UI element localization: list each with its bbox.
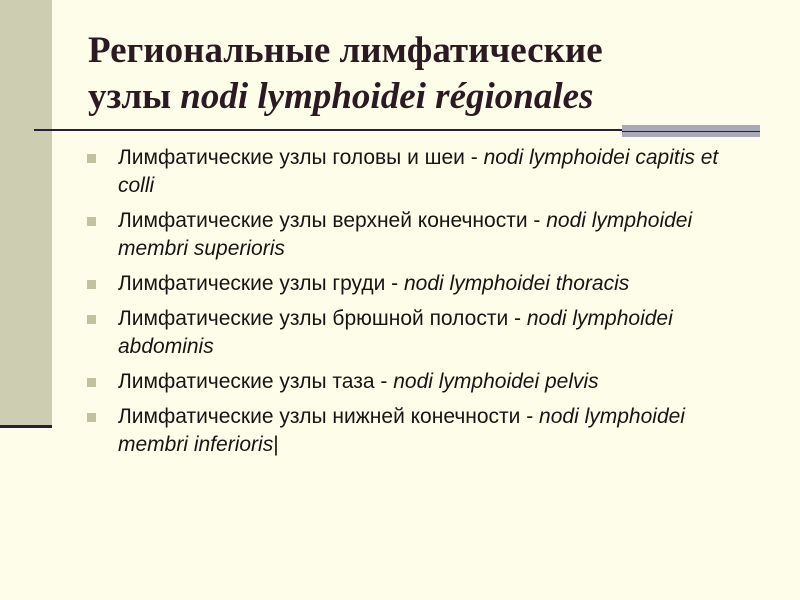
square-bullet-icon <box>87 217 96 226</box>
bullet-item-lower-limb[interactable] <box>84 403 744 459</box>
bullet-text-ru: Лимфатические узлы брюшной полости - <box>118 307 527 330</box>
square-bullet-icon <box>87 378 96 387</box>
bullet-list <box>84 144 744 466</box>
bullet-text-latin: nodi lymphoidei abdominis <box>118 307 673 358</box>
square-bullet-icon <box>87 280 96 289</box>
side-decor-band <box>0 0 52 425</box>
bullet-item-abdomen <box>84 305 744 361</box>
bullet-text-ru: Лимфатические узлы таза - <box>118 370 394 393</box>
bullet-text-latin: nodi lymphoidei thoracis <box>403 272 630 295</box>
side-decor-rule <box>0 425 52 428</box>
title-line-2-latin: nodi lymphoidei régionales <box>180 76 594 117</box>
bullet-item-head-neck <box>84 144 744 200</box>
square-bullet-icon <box>87 413 96 422</box>
bullet-text-ru: Лимфатические узлы верхней конечности - <box>118 209 547 232</box>
square-bullet-icon <box>87 315 96 324</box>
bullet-text-latin: nodi lymphoidei pelvis <box>393 370 599 393</box>
bullet-text-latin: nodi lymphoidei membri superioris <box>118 209 693 260</box>
bullet-item-pelvis <box>84 368 744 396</box>
bullet-text-latin[interactable]: nodi lymphoidei membri inferioris <box>118 405 685 456</box>
title-divider-accent-line <box>622 131 760 132</box>
bullet-text-ru: Лимфатические узлы головы и шеи - <box>118 146 484 169</box>
bullet-text-latin: nodi lymphoidei capitis et colli <box>118 146 719 197</box>
bullet-item-thorax <box>84 270 744 298</box>
text-cursor: | <box>273 433 279 456</box>
square-bullet-icon <box>87 154 96 163</box>
title-line-2-prefix: узлы <box>88 76 181 117</box>
slide-title <box>88 28 768 120</box>
bullet-item-upper-limb <box>84 207 744 263</box>
bullet-text-ru: Лимфатические узлы груди - <box>118 272 404 295</box>
title-line-1: Региональные лимфатические <box>88 30 603 71</box>
bullet-text-ru[interactable]: Лимфатические узлы нижней конечности - <box>118 405 540 428</box>
